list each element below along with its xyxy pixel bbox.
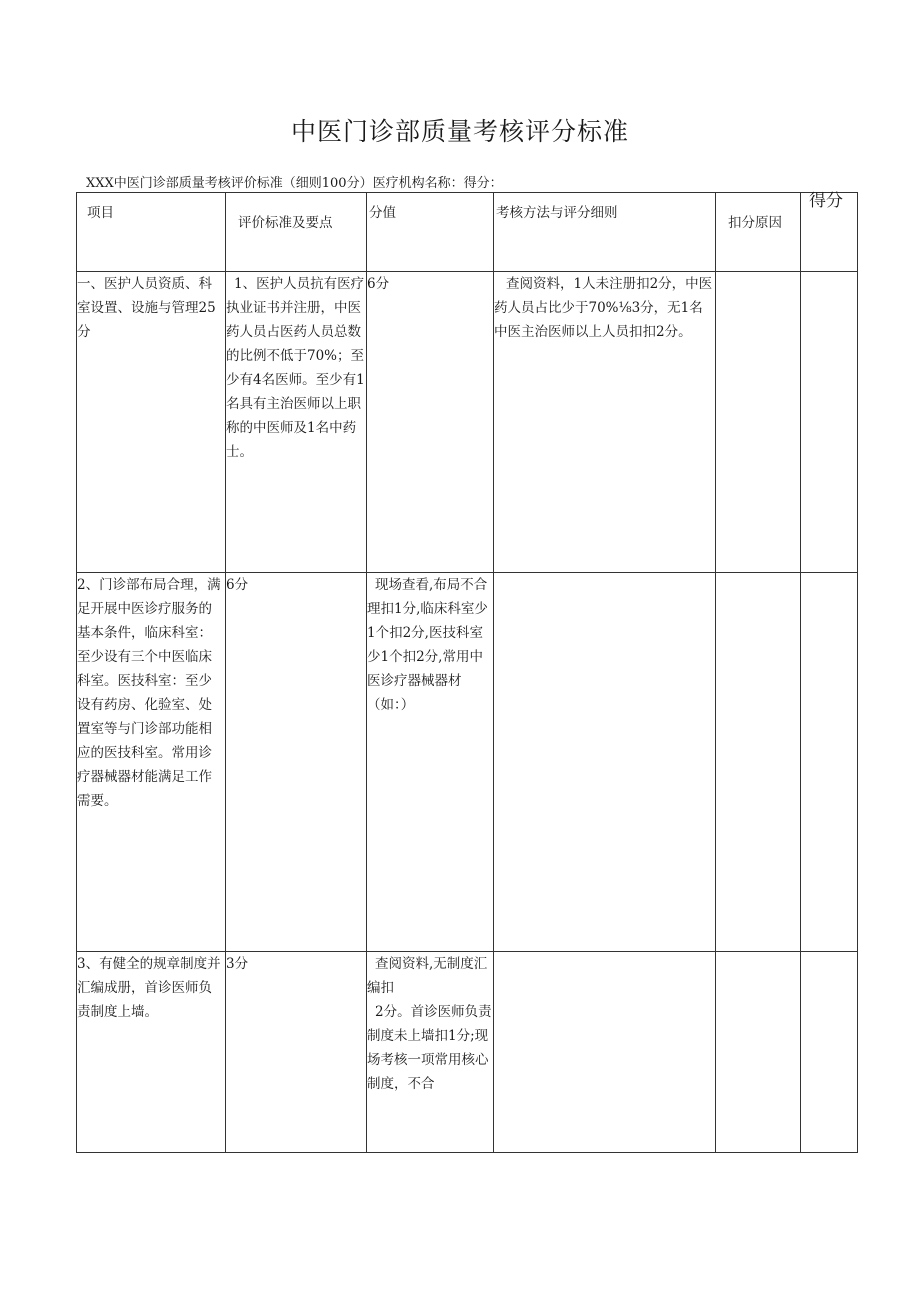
row-points xyxy=(801,573,858,952)
row-score xyxy=(494,573,716,952)
row-score: 6分 xyxy=(367,272,494,573)
row-item: 2、门诊部布局合理，满足开展中医诊疗服务的基本条件，临床科室：至少设有三个中医临床科室。医技科室：至少设有药房、化验室、处置室等与门诊部功能相应的医技科室。常用诊疗器械器材能满足工作需要。 xyxy=(77,573,226,952)
header-method: 考核方法与评分细则 xyxy=(494,193,716,272)
row-method: 查阅资料，1人未注册扣2分，中医药人员占比少于70%⅛3分，无1名中医主治医师以上人员扣扣2分。 xyxy=(494,272,716,573)
table-row xyxy=(77,573,858,952)
method-line: 2分。首诊医师负责制度未上墙扣1分;现场考核一项常用核心制度，不合 xyxy=(367,1004,492,1092)
header-standard: 评价标准及要点 xyxy=(226,193,367,272)
row-standard: 1、医护人员抗有医疗执业证书并注册，中医药人员占医药人员总数的比例不低于70%；至少有4名医师。至少有1名具有主治医师以上职称的中医师及1名中药士。 xyxy=(226,272,367,573)
evaluation-table xyxy=(76,192,858,1153)
table-row xyxy=(77,272,858,573)
header-points: 得分 xyxy=(801,193,858,272)
row-standard: 6分 xyxy=(226,573,367,952)
document-title: 中医门诊部质量考核评分标准 xyxy=(290,117,629,146)
row-method: 现场查看,布局不合理扣1分,临床科室少1个扣2分,医技科室少1个扣2分,常用中医诊疗器械器材（如：） xyxy=(367,573,494,952)
row-item: 一、医护人员资质、科室设置、设施与管理25分 xyxy=(77,272,226,573)
table-row xyxy=(77,952,858,1153)
header-reason: 扣分原因 xyxy=(716,193,801,272)
row-standard: 3分 xyxy=(226,952,367,1153)
document-subtitle: XXX中医门诊部质量考核评价标准（细则100分）医疗机构名称：得分： xyxy=(86,176,503,191)
row-reason xyxy=(716,573,801,952)
row-score xyxy=(494,952,716,1153)
method-line: 查阅资料,无制度汇编扣 xyxy=(367,956,488,996)
row-points xyxy=(801,272,858,573)
row-points xyxy=(801,952,858,1153)
table-header-row xyxy=(77,193,858,272)
header-score: 分值 xyxy=(367,193,494,272)
row-reason xyxy=(716,272,801,573)
row-item: 3、有健全的规章制度并汇编成册，首诊医师负责制度上墙。 xyxy=(77,952,226,1153)
row-reason xyxy=(716,952,801,1153)
row-method xyxy=(367,952,494,1153)
header-item: 项目 xyxy=(77,193,226,272)
